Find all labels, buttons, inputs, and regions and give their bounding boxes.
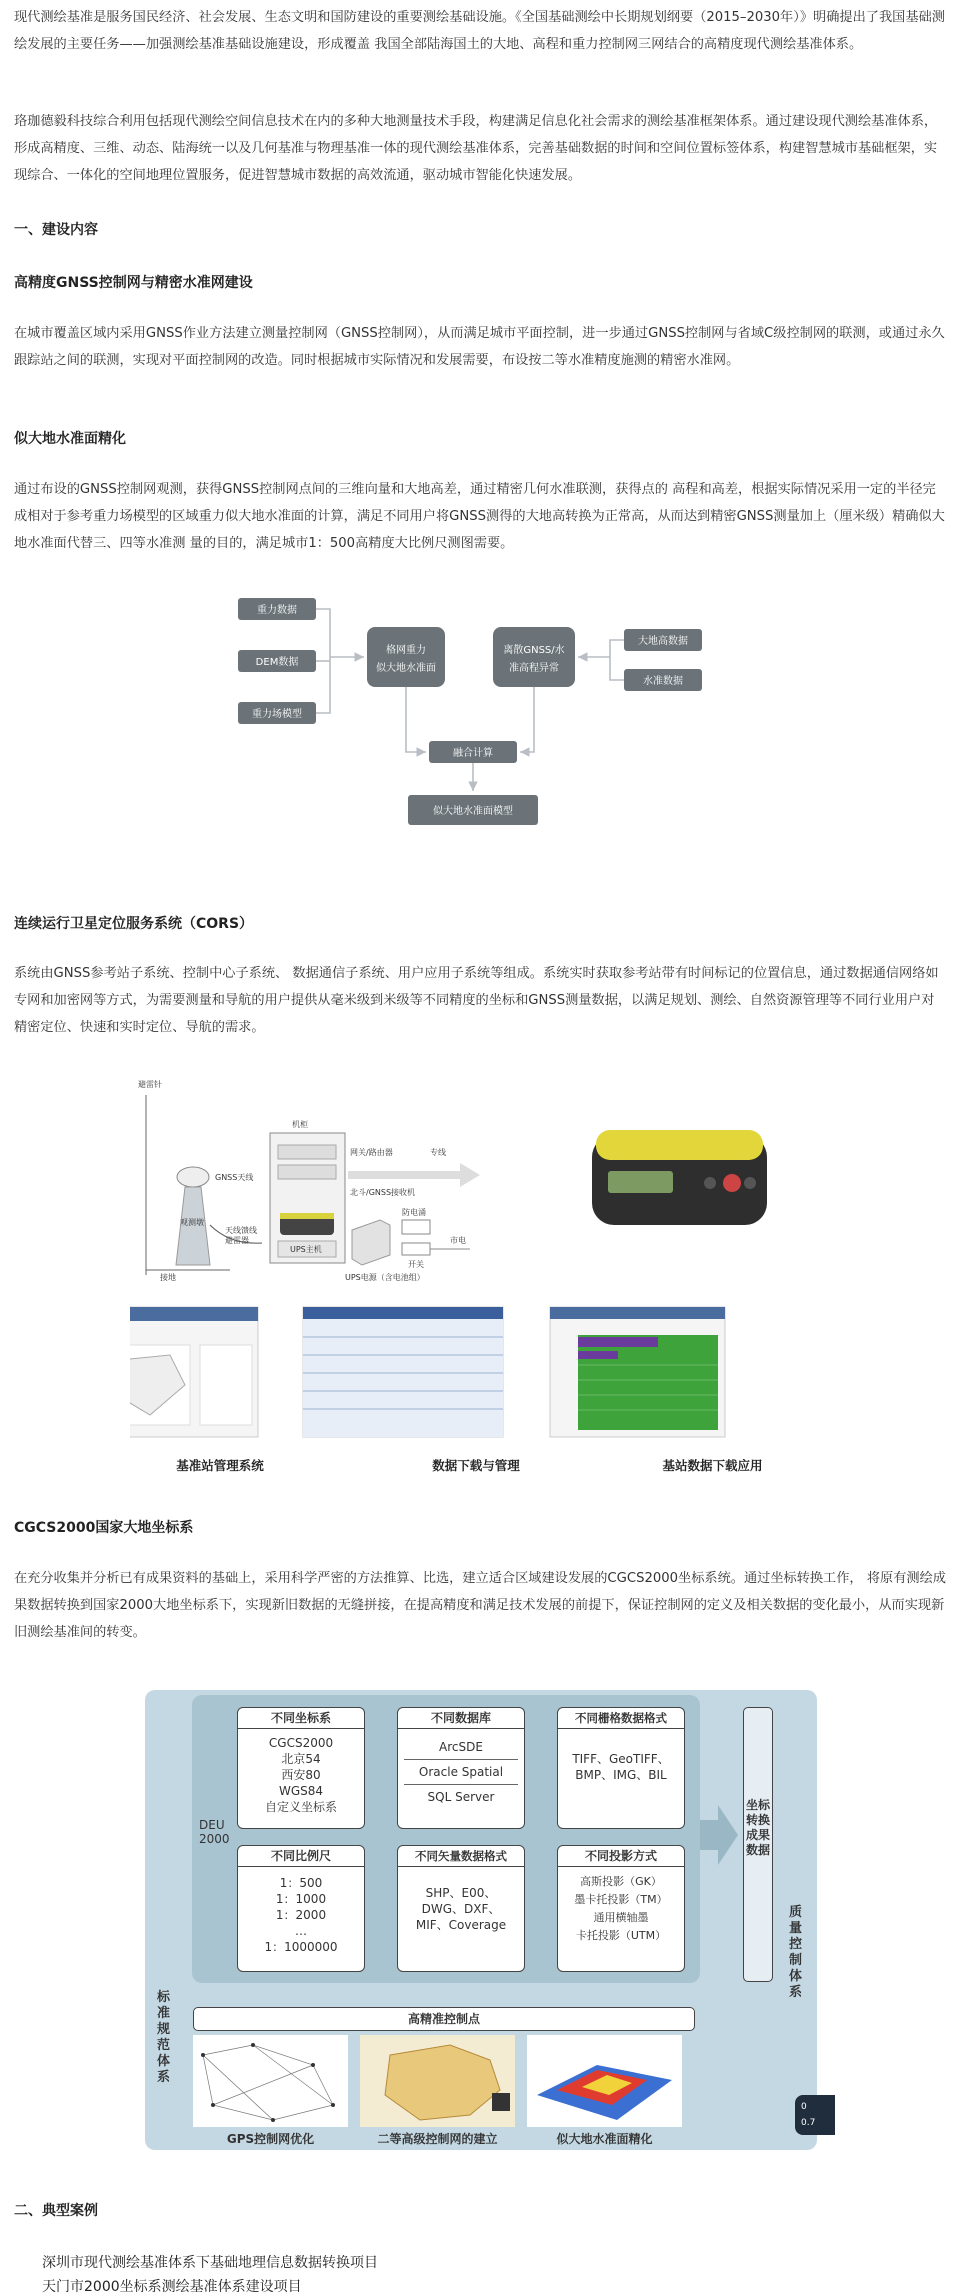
paragraph-cgcs: 在充分收集并分析已有成果资料的基础上，采用科学严密的方法推算、比选，建立适合区域建设发展的CGCS2000坐标系统。通过坐标转换工作， 将原有测绘成果数据转换到国家2000大地坐标系下，实现新旧数据的无缝拼接，在提高精度和满足技术发展的前提下，保证控制网的定义及相关数据的变化最小，从而实现新旧测绘基准间的转变。 bbox=[14, 1571, 946, 1640]
flow-label-gravity-model: 重力场模型 bbox=[252, 709, 302, 720]
conversion-arrow-icon bbox=[700, 1805, 740, 1865]
flow-node-discrete bbox=[493, 627, 575, 687]
image-china-map bbox=[360, 2035, 515, 2127]
label-switch: 开关 bbox=[408, 1260, 424, 1269]
flow-label-discrete-2: 准高程异常 bbox=[509, 663, 559, 674]
label-deu-1: DEU bbox=[199, 1818, 225, 1832]
floating-widget[interactable] bbox=[795, 2095, 835, 2135]
screenshot-station-management bbox=[130, 1307, 258, 1437]
box-conversion-result: 坐标转换成果数据 bbox=[743, 1707, 773, 1982]
caption-data-download: 数据下载与管理 bbox=[432, 1458, 520, 1473]
label-antenna-cable: 天线馈线 bbox=[225, 1226, 257, 1235]
cors-system-figure bbox=[130, 1075, 830, 1480]
screenshot-station-download-app bbox=[550, 1307, 725, 1437]
box-raster-formats: 不同栅格数据格式 TIFF、GeoTIFF、 BMP、IMG、BIL bbox=[557, 1707, 685, 1829]
flow-label-grid-gravity-2: 似大地水准面 bbox=[376, 663, 436, 674]
case-item-1: 深圳市现代测绘基准体系下基础地理信息数据转换项目 bbox=[42, 2255, 378, 2271]
section-heading-construction: 一、建设内容 bbox=[14, 222, 98, 238]
label-receiver: 北斗/GNSS接收机 bbox=[350, 1188, 416, 1197]
image-geoid-surface bbox=[527, 2035, 682, 2127]
caption-station-management: 基准站管理系统 bbox=[176, 1458, 264, 1473]
label-lightning-rod: 避雷针 bbox=[138, 1080, 162, 1089]
heading-cgcs: CGCS2000国家大地坐标系 bbox=[14, 1520, 194, 1536]
flow-label-dem-data: DEM数据 bbox=[255, 657, 299, 668]
image-gps-network bbox=[193, 2035, 348, 2127]
caption-control-network: 二等高级控制网的建立 bbox=[377, 2132, 498, 2146]
label-ups-battery: UPS电源（含电池组） bbox=[345, 1273, 425, 1282]
box-projections: 不同投影方式 高斯投影（GK） 墨卡托投影（TM） 通用横轴墨 卡托投影（UTM） bbox=[557, 1845, 685, 1972]
paragraph-geoid: 通过布设的GNSS控制网观测，获得GNSS控制网点间的三维向量和大地高差，通过精密几何水准联测，获得点的 高程和高差，根据实际情况采用一定的半径完成相对于参考重力场模型的区域重力似大地水准面的计算，满足不同用户将GNSS测得的大地高转换为正常高，从而达到精密GNSS测量加上（厘米级）精确似大地水准面代替三、四等水准测 量的目的，满足城市1：500高精度大比例尺测图需要。 bbox=[14, 482, 945, 551]
case-item-2: 天门市2000坐标系测绘基准体系建设项目 bbox=[42, 2279, 302, 2295]
caption-geoid-refinement: 似大地水准面精化 bbox=[556, 2132, 653, 2146]
gnss-receiver-device bbox=[592, 1130, 767, 1225]
label-quality-control: 质量控制体系 bbox=[789, 1905, 803, 2000]
heading-geoid: 似大地水准面精化 bbox=[14, 431, 126, 447]
badge-value-2: 0.7 bbox=[801, 2118, 816, 2128]
flow-label-fusion: 融合计算 bbox=[453, 748, 493, 759]
caption-station-download-app: 基站数据下载应用 bbox=[662, 1458, 763, 1473]
box-coordinate-systems: 不同坐标系 CGCS2000 北京54 西安80 WGS84 自定义坐标系 bbox=[237, 1707, 365, 1829]
flow-label-geodetic-height: 大地高数据 bbox=[638, 636, 688, 647]
badge-value-1: 0 bbox=[801, 2102, 807, 2112]
label-cable-tube: 避雷器 bbox=[225, 1236, 249, 1245]
label-gnss-antenna: GNSS天线 bbox=[215, 1173, 254, 1182]
section-heading-cases: 二、典型案例 bbox=[14, 2203, 98, 2219]
label-cabinet: 机柜 bbox=[292, 1120, 308, 1129]
label-grounding: 接地 bbox=[160, 1273, 176, 1282]
cgcs-conversion-figure bbox=[145, 1690, 817, 2150]
intro-paragraph-1: 现代测绘基准是服务国民经济、社会发展、生态文明和国防建设的重要测绘基础设施。《全国基础测绘中长期规划纲要（2015–2030年）》明确提出了我国基础测绘发展的主要任务——加强测绘基准基础设施建设，形成覆盖 我国全部陆海国土的大地、高程和重力控制网三网结合的高精度现代测绘基准体系。 bbox=[14, 10, 945, 52]
heading-gnss: 高精度GNSS控制网与精密水准网建设 bbox=[14, 275, 253, 291]
gnss-antenna-icon bbox=[177, 1167, 209, 1187]
heading-cors: 连续运行卫星定位服务系统（CORS） bbox=[14, 916, 254, 932]
flow-label-result: 似大地水准面模型 bbox=[433, 806, 513, 817]
flow-label-discrete-1: 离散GNSS/水 bbox=[503, 645, 565, 656]
label-router: 网关/路由器 bbox=[350, 1148, 393, 1157]
flow-label-gravity-data: 重力数据 bbox=[257, 605, 297, 616]
caption-gps-network: GPS控制网优化 bbox=[226, 2132, 315, 2146]
intro-paragraph-2: 珞珈德毅科技综合利用包括现代测绘空间信息技术在内的多种大地测量技术手段，构建满足信息化社会需求的测绘基准框架体系。通过建设现代测绘基准体系，形成高精度、三维、动态、陆海统一以及几何基准与物理基准一体的现代测绘基准体系，完善基础数据的时间和空间位置标签体系，构建智慧城市基础框架，实现综合、一体化的空间地理位置服务，促进智慧城市数据的高效流通，驱动城市智能化快速发展。 bbox=[14, 114, 938, 183]
label-ups-host: UPS主机 bbox=[290, 1245, 322, 1254]
label-surge: 防电涌 bbox=[402, 1208, 426, 1217]
label-standards-system: 标准规范体系 bbox=[157, 1990, 171, 2085]
ups-battery-icon bbox=[352, 1220, 390, 1265]
geoid-flow-diagram bbox=[230, 585, 710, 835]
label-mains: 市电 bbox=[450, 1236, 466, 1245]
paragraph-gnss: 在城市覆盖区域内采用GNSS作业方法建立测量控制网（GNSS控制网），从而满足城市平面控制，进一步通过GNSS控制网与省域C级控制网的联测，或通过永久跟踪站之间的联测，实现对平面控制网的改造。同时根据城市实际情况和发展需要，布设按二等水准精度施测的精密水准网。 bbox=[14, 326, 945, 368]
label-deu-2: 2000 bbox=[199, 1832, 230, 1846]
box-vector-formats: 不同矢量数据格式 SHP、E00、 DWG、DXF、 MIF、Coverage bbox=[397, 1845, 525, 1972]
label-dedicated-line: 专线 bbox=[430, 1148, 446, 1157]
screenshot-data-download bbox=[303, 1307, 503, 1437]
box-scales: 不同比例尺 1：500 1：1000 1：2000 … 1：1000000 bbox=[237, 1845, 365, 1972]
flow-label-grid-gravity-1: 格网重力 bbox=[386, 645, 426, 656]
flow-node-grid-gravity bbox=[367, 627, 445, 687]
label-observation-pier: 观测墩 bbox=[180, 1218, 204, 1227]
paragraph-cors: 系统由GNSS参考站子系统、控制中心子系统、 数据通信子系统、用户应用子系统等组成。系统实时获取参考站带有时间标记的位置信息，通过数据通信网络如专网和加密网等方式，为需要测量和导航的用户提供从毫米级到米级等不同精度的坐标和GNSS测量数据，以满足规划、测绘、自然资源管理等不同行业用户对精密定位、快速和实时定位、导航的需求。 bbox=[14, 966, 939, 1035]
bar-control-points: 高精准控制点 bbox=[193, 2007, 695, 2031]
box-databases: 不同数据库 ArcSDE Oracle Spatial SQL Server bbox=[397, 1707, 525, 1829]
flow-label-leveling-data: 水准数据 bbox=[643, 676, 683, 687]
